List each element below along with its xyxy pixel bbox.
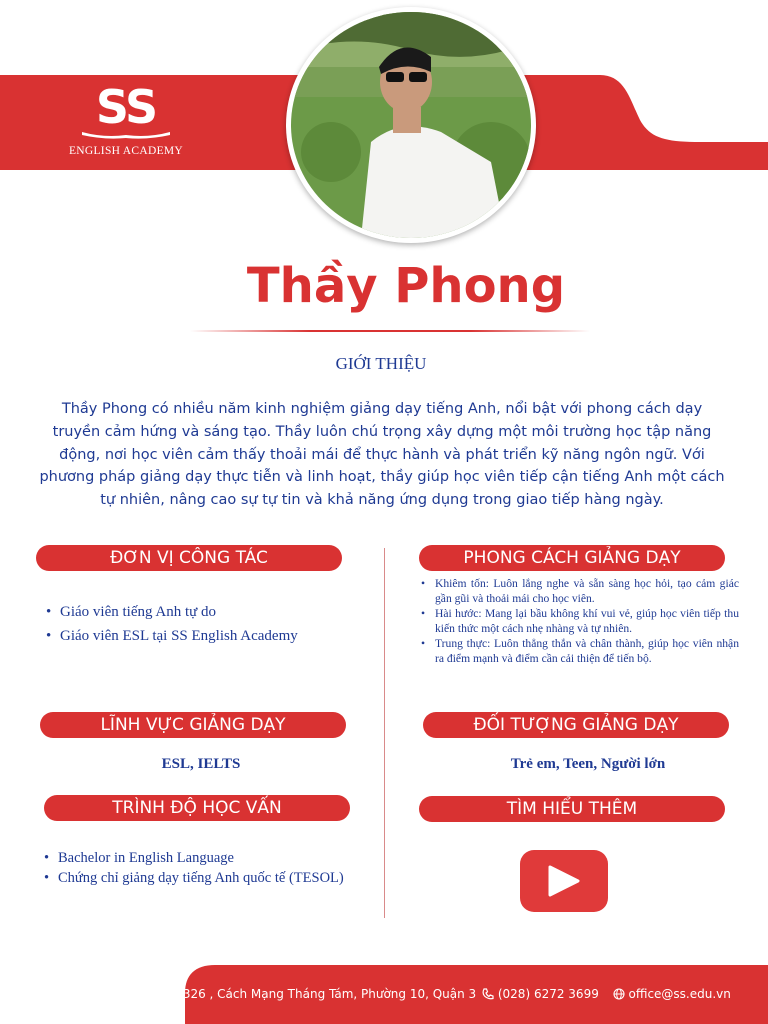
workplace-item: • Giáo viên ESL tại SS English Academy — [46, 624, 376, 648]
column-divider — [384, 548, 385, 918]
logo-letters: SS — [95, 80, 157, 134]
field-value: ESL, IELTS — [161, 756, 241, 772]
footer-email[interactable]: office@ss.edu.vn — [628, 987, 731, 1001]
logo — [56, 82, 196, 162]
audience-title: ĐỐI TƯỢNG GIẢNG DẠY — [423, 712, 729, 738]
teacher-photo — [286, 7, 536, 243]
education-item: • Chứng chỉ giảng dạy tiếng Anh quốc tế (TESOL) — [44, 868, 379, 888]
teacher-name: Thầy Phong — [246, 258, 566, 314]
logo-subtitle: ENGLISH ACADEMY — [68, 145, 184, 157]
youtube-play-icon[interactable] — [520, 850, 608, 912]
location-pin-icon — [168, 987, 179, 1000]
footer-contact — [168, 985, 768, 1003]
footer-address: 326 , Cách Mạng Tháng Tám, Phường 10, Quận 3 — [182, 987, 477, 1001]
workplace-list — [46, 600, 376, 648]
education-title: TRÌNH ĐỘ HỌC VẤN — [44, 795, 350, 821]
teaching-style-title: PHONG CÁCH GIẢNG DẠY — [419, 545, 725, 571]
name-divider — [190, 330, 590, 332]
workplace-item: • Giáo viên tiếng Anh tự do — [46, 600, 376, 624]
workplace-title: ĐƠN VỊ CÔNG TÁC — [36, 545, 342, 571]
education-list — [44, 848, 379, 888]
learn-more-title: TÌM HIỂU THÊM — [419, 796, 725, 822]
globe-icon — [613, 988, 625, 1000]
teaching-style-item: • Trung thực: Luôn thẳng thắn và chân thành, giúp học viên nhận ra điểm mạnh và điểm cần cải thiện để tiến bộ. — [421, 636, 739, 666]
phone-icon — [482, 988, 494, 1000]
audience-value: Trẻ em, Teen, Người lớn — [510, 756, 666, 772]
field-title: LĨNH VỰC GIẢNG DẠY — [40, 712, 346, 738]
education-item: • Bachelor in English Language — [44, 848, 379, 868]
teaching-style-item: • Hài hước: Mang lại bầu không khí vui vẻ, giúp học viên tiếp thu kiến thức một cách nhẹ nhàng và tự nhiên. — [421, 606, 739, 636]
teaching-style-item: • Khiêm tốn: Luôn lắng nghe và sẵn sàng học hỏi, tạo cảm giác gần gũi và thoải mái cho học viên. — [421, 576, 739, 606]
intro-text: Thầy Phong có nhiều năm kinh nghiệm giảng dạy tiếng Anh, nổi bật với phong cách dạy truyền cảm hứng và sáng tạo. Thầy luôn chú trọng xây dựng một môi trường học tập năng động, nơi học viên cảm thấy thoải mái để thực hành và phát triển kỹ năng ngôn ngữ. Với phương pháp giảng dạy thực tiễn và linh hoạt, thầy giúp học viên tiếp cận tiếng Anh một cách tự nhiên, nâng cao sự tự tin và khả năng ứng dụng trong giao tiếp hàng ngày. — [39, 401, 725, 509]
teaching-style-list — [421, 576, 739, 666]
intro-heading: GIỚI THIỆU — [335, 354, 427, 373]
footer-phone[interactable]: (028) 6272 3699 — [497, 987, 599, 1001]
book-icon — [80, 130, 172, 140]
